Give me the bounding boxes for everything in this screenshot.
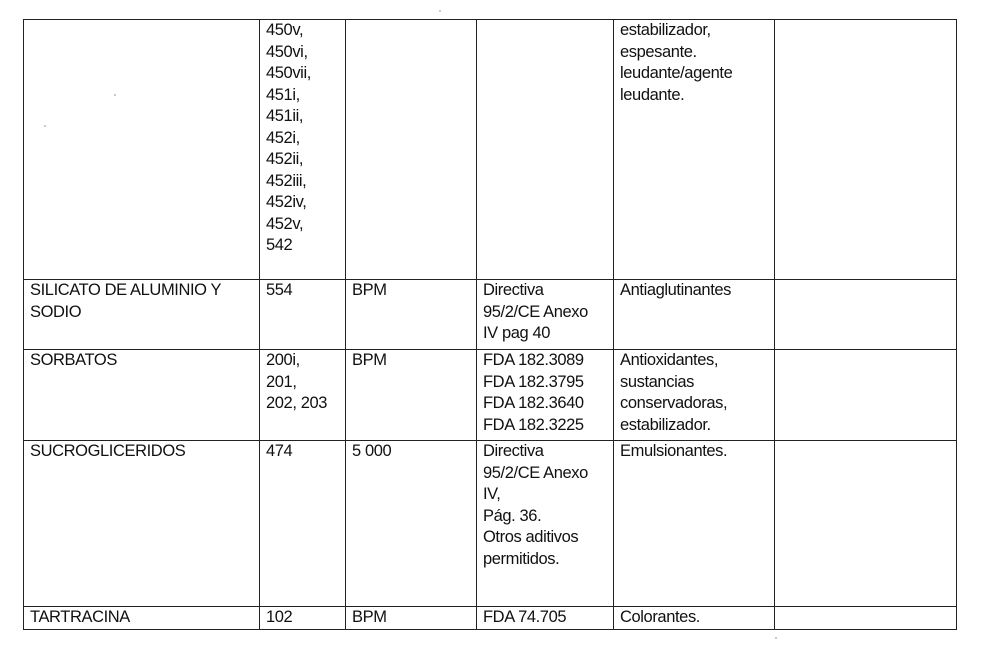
ins-number-cell: 200i, 201, 202, 203 (260, 350, 346, 441)
reference-cell (477, 20, 614, 280)
table-row (24, 350, 957, 441)
notes-cell (775, 20, 957, 280)
table-row (24, 280, 957, 350)
additives-table (23, 19, 957, 630)
max-limit-cell (346, 20, 477, 280)
additive-name-cell (24, 20, 260, 280)
scan-speck (775, 637, 777, 639)
notes-cell (775, 350, 957, 441)
additive-name-cell: SILICATO DE ALUMINIO Y SODIO (24, 280, 260, 350)
max-limit-cell: BPM (346, 350, 477, 441)
table-row (24, 607, 957, 630)
scan-speck (439, 10, 441, 12)
reference-cell: FDA 182.3089 FDA 182.3795 FDA 182.3640 FDA 182.3225 (477, 350, 614, 441)
additive-name-cell: SUCROGLICERIDOS (24, 441, 260, 607)
table-row (24, 441, 957, 607)
max-limit-cell: BPM (346, 607, 477, 630)
function-cell: Colorantes. (614, 607, 775, 630)
ins-number-cell: 554 (260, 280, 346, 350)
reference-cell: Directiva 95/2/CE Anexo IV pag 40 (477, 280, 614, 350)
function-cell: estabilizador, espesante. leudante/agente leudante. (614, 20, 775, 280)
max-limit-cell: BPM (346, 280, 477, 350)
notes-cell (775, 441, 957, 607)
reference-cell: Directiva 95/2/CE Anexo IV, Pág. 36. Otros aditivos permitidos. (477, 441, 614, 607)
additive-name-cell: TARTRACINA (24, 607, 260, 630)
notes-cell (775, 280, 957, 350)
function-cell: Antioxidantes, sustancias conservadoras, estabilizador. (614, 350, 775, 441)
function-cell: Antiaglutinantes (614, 280, 775, 350)
additive-name-cell: SORBATOS (24, 350, 260, 441)
notes-cell (775, 607, 957, 630)
function-cell: Emulsionantes. (614, 441, 775, 607)
ins-number-cell: 450v, 450vi, 450vii, 451i, 451ii, 452i, 452ii, 452iii, 452iv, 452v, 542 (260, 20, 346, 280)
max-limit-cell: 5 000 (346, 441, 477, 607)
ins-number-cell: 102 (260, 607, 346, 630)
ins-number-cell: 474 (260, 441, 346, 607)
table-row (24, 20, 957, 280)
reference-cell: FDA 74.705 (477, 607, 614, 630)
